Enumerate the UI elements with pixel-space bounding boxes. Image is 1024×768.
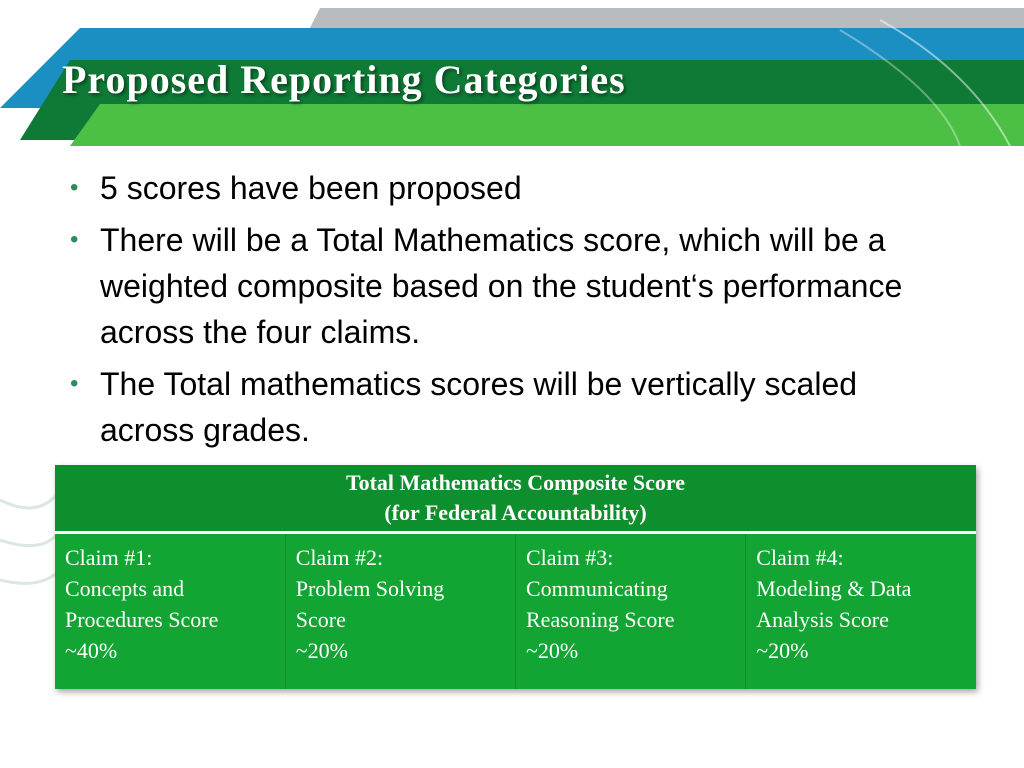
bullet-dot-icon: • — [70, 226, 79, 253]
bullet-dot-icon: • — [70, 174, 79, 201]
claim-weight: ~40% — [65, 638, 118, 663]
header-line-1: Total Mathematics Composite Score — [345, 470, 686, 495]
bullet-text: The Total mathematics scores will be vertically scaled across grades. — [100, 366, 858, 448]
claim-weight: ~20% — [756, 638, 809, 663]
claim-name: Concepts and — [65, 576, 185, 601]
claim-name: Procedures Score — [65, 607, 219, 632]
claim-name: Analysis Score — [756, 607, 889, 632]
bullet-text: There will be a Total Mathematics score, which will be a weighted composite based on the student‘s performance across the four claims. — [100, 222, 903, 350]
bullet-dot-icon: • — [70, 370, 79, 397]
bullet-item — [60, 217, 960, 355]
claim-name: Modeling & Data — [756, 576, 912, 601]
claim-cell-3 — [516, 533, 746, 690]
claim-title: Claim #3: — [526, 545, 614, 570]
composite-score-table — [55, 465, 976, 689]
claim-name: Problem Solving — [295, 576, 445, 601]
claim-title: Claim #4: — [756, 545, 844, 570]
claim-weight: ~20% — [295, 638, 348, 663]
claim-cell-2 — [285, 533, 515, 690]
bullet-text: 5 scores have been proposed — [100, 170, 522, 206]
decorative-swirl — [0, 480, 60, 620]
claim-title: Claim #1: — [65, 545, 153, 570]
claim-title: Claim #2: — [295, 545, 384, 570]
claim-name: Score — [295, 607, 346, 632]
bullet-item — [60, 361, 960, 453]
claim-cell-1 — [55, 533, 285, 690]
composite-score-header — [55, 465, 976, 533]
claim-name: Reasoning Score — [526, 607, 675, 632]
claim-weight: ~20% — [526, 638, 579, 663]
bullet-item — [60, 165, 960, 211]
claim-cell-4 — [746, 533, 976, 690]
claim-name: Communicating — [526, 576, 668, 601]
header-line-2: (for Federal Accountability) — [384, 500, 647, 525]
bullet-list — [60, 165, 960, 459]
slide-title: Proposed Reporting Categories — [62, 57, 626, 102]
